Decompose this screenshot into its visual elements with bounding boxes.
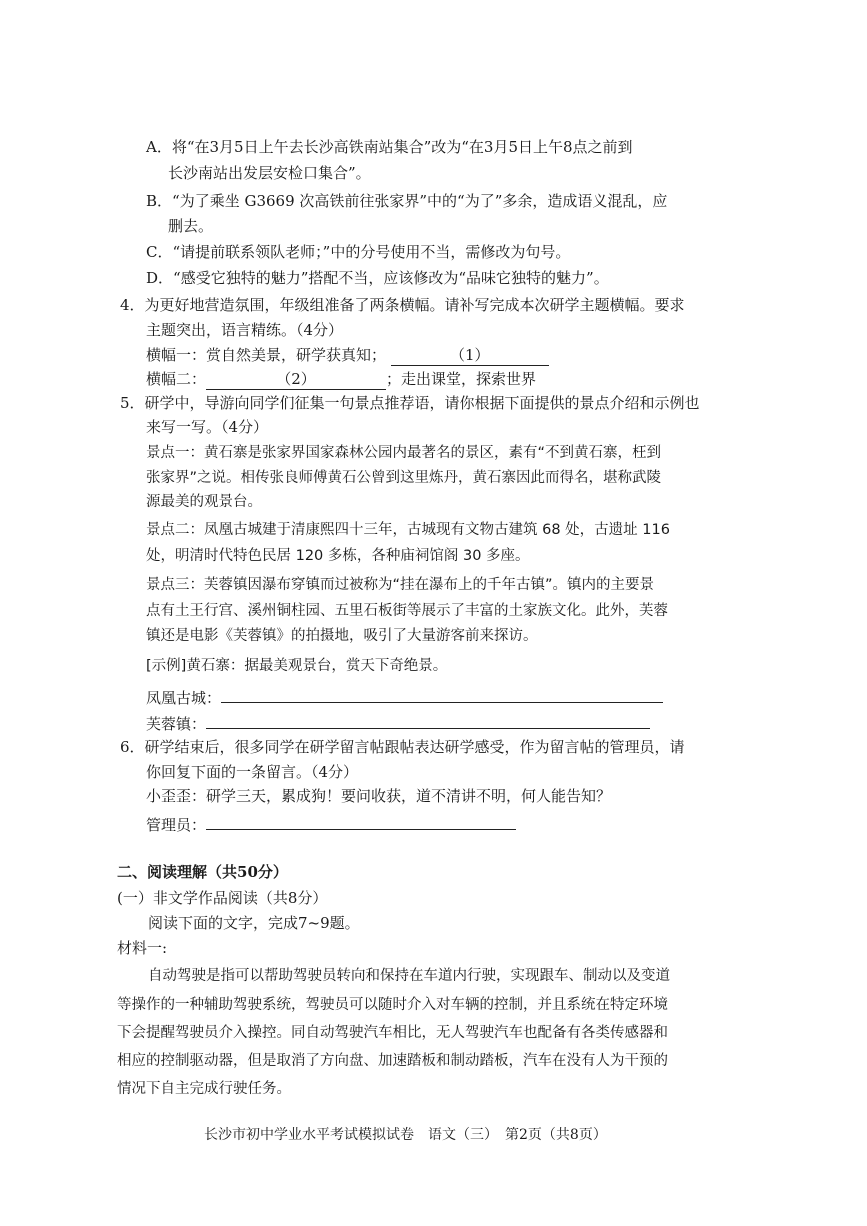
spot3-line1: 景点三：芙蓉镇因瀑布穿镇而过被称为“挂在瀑布上的千年古镇”。镇内的主要景 <box>146 577 655 593</box>
banner2-suffix: ；走出课堂，探索世界 <box>386 370 537 388</box>
spot3-line3: 镇还是电影《芙蓉镇》的拍摄地，吸引了大量游客前来探访。 <box>146 628 538 644</box>
spot3-line2: 点有土王行宫、溪州铜柱园、五里石板街等展示了丰富的土家族文化。此外，芙蓉 <box>146 603 668 619</box>
material1-line3: 下会提醒驾驶员介入操控。同自动驾驶汽车相比，无人驾驶汽车也配备有各类传感器和 <box>117 1025 668 1041</box>
q5-furong-row <box>146 710 650 734</box>
section2-title: 二、阅读理解（共50分） <box>117 863 288 881</box>
furong-label: 芙蓉镇： <box>146 715 207 733</box>
material1-line4: 相应的控制驱动器，但是取消了方向盘、加速踏板和制动踏板，汽车在没有人为干预的 <box>117 1053 668 1069</box>
section2-subtitle: (一）非文学作品阅读（共8分） <box>117 889 328 907</box>
admin-label: 管理员： <box>146 816 207 834</box>
banner2-label: 横幅二： <box>146 370 207 388</box>
banner2-answer-blank[interactable]: （2） <box>206 369 386 390</box>
option-b-line1: B．“为了乘坐 G3669 次高铁前往张家界”中的“为了”多余，造成语义混乱，应 <box>146 192 668 210</box>
banner1-answer-blank[interactable]: （1） <box>391 345 549 366</box>
spot2-line1: 景点二：凤凰古城建于清康熙四十三年，古城现有文物古建筑 68 处，古遗址 116 <box>146 522 670 538</box>
q6-message: 小歪歪：研学三天，累成狗！要问收获，道不清讲不明，何人能告知？ <box>146 787 612 805</box>
spot1-line3: 源最美的观景台。 <box>146 494 262 510</box>
option-a-line1: A．将“在3月5日上午去长沙高铁南站集合”改为“在3月5日上午8点之前到 <box>146 138 633 156</box>
spot1-line2: 张家界”之说。相传张良师傅黄石公曾到这里炼丹，黄石寨因此而得名，堪称武陵 <box>146 470 662 486</box>
q4-stem-line1: 4．为更好地营造氛围，年级组准备了两条横幅。请补写完成本次研学主题横幅。要求 <box>120 296 685 314</box>
material-label: 材料一: <box>117 939 168 957</box>
spot1-line1: 景点一：黄石寨是张家界国家森林公园内最著名的景区，素有“不到黄石寨，枉到 <box>146 445 662 461</box>
furong-answer-blank[interactable] <box>206 710 650 729</box>
material1-line2: 等操作的一种辅助驾驶系统，驾驶员可以随时介入对车辆的控制，并且系统在特定环境 <box>117 997 668 1013</box>
q6-stem-line2: 你回复下面的一条留言。（4分） <box>146 763 359 781</box>
option-b-line2: 删去。 <box>168 217 214 235</box>
q4-banner2 <box>146 369 536 390</box>
page-footer: 长沙市初中学业水平考试模拟试卷 语文（三） 第2页（共8页） <box>204 1127 607 1143</box>
q4-banner1 <box>146 345 549 366</box>
q5-stem-line2: 来写一写。（4分） <box>146 418 269 436</box>
option-d: D．“感受它独特的魅力”搭配不当，应该修改为“品味它独特的魅力”。 <box>146 269 609 287</box>
material1-line1: 自动驾驶是指可以帮助驾驶员转向和保持在车道内行驶，实现跟车、制动以及变道 <box>148 968 670 984</box>
q5-example: [示例]黄石寨：据最美观景台，赏天下奇绝景。 <box>146 658 448 674</box>
section2-instruction: 阅读下面的文字，完成7~9题。 <box>148 914 360 932</box>
option-c: C．“请提前联系领队老师；”中的分号使用不当，需修改为句号。 <box>146 243 571 261</box>
material1-line5: 情况下自主完成行驶任务。 <box>117 1081 291 1097</box>
q6-stem-line1: 6．研学结束后，很多同学在研学留言帖跟帖表达研学感受，作为留言帖的管理员，请 <box>120 738 685 756</box>
q5-fenghuang-row <box>146 684 663 708</box>
option-a-line2: 长沙南站出发层安检口集合”。 <box>168 164 371 182</box>
fenghuang-answer-blank[interactable] <box>221 684 663 703</box>
q4-stem-line2: 主题突出，语言精练。（4分） <box>146 321 344 339</box>
banner1-label: 横幅一：赏自然美景，研学获真知； <box>146 346 387 364</box>
fenghuang-label: 凤凰古城： <box>146 689 222 707</box>
spot2-line2: 处，明清时代特色民居 120 多栋，各种庙祠馆阁 30 多座。 <box>146 548 530 564</box>
q6-admin-row <box>146 811 516 835</box>
q5-stem-line1: 5．研学中，导游向同学们征集一句景点推荐语，请你根据下面提供的景点介绍和示例也 <box>120 394 700 412</box>
admin-reply-blank[interactable] <box>206 811 516 830</box>
